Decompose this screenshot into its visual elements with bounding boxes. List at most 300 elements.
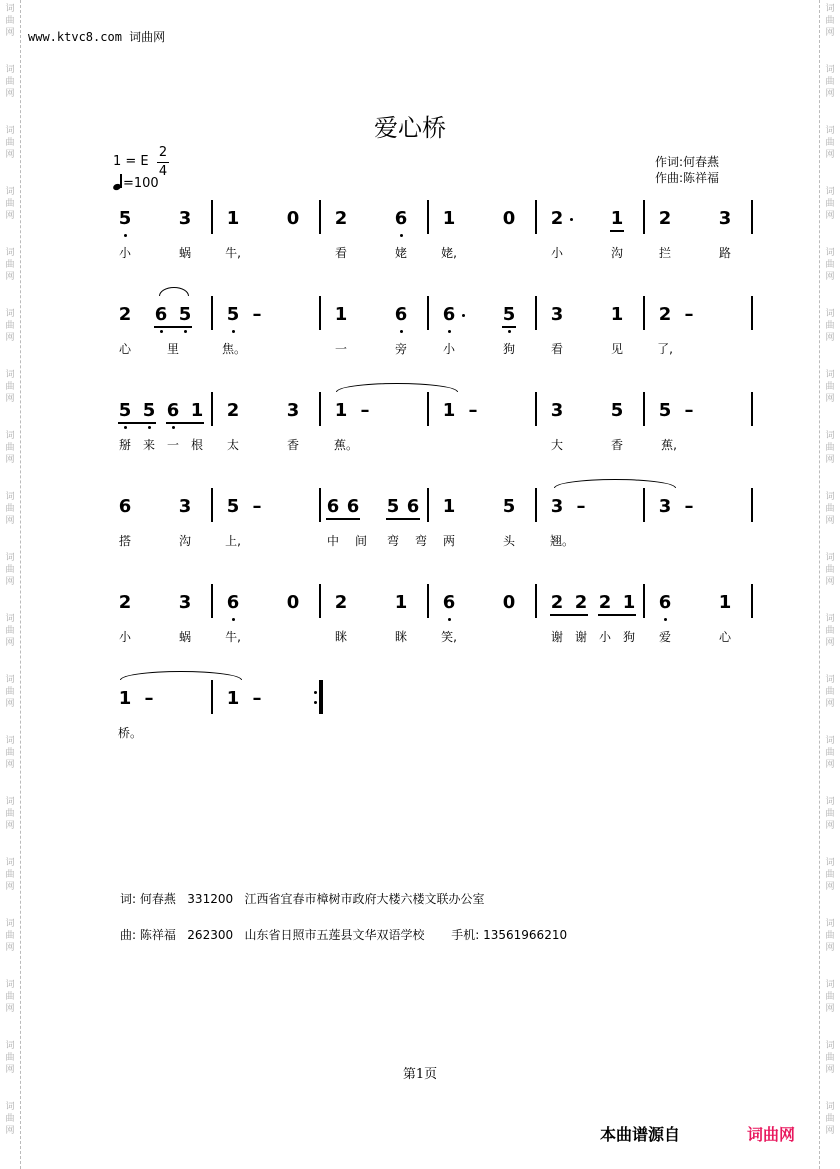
tempo-value: =100	[123, 176, 159, 191]
watermark-char: 曲	[825, 443, 835, 453]
lyric: 掰	[118, 438, 131, 452]
lyric: 沟	[610, 246, 623, 260]
note: 2	[334, 592, 348, 613]
lyric: 来	[142, 438, 155, 452]
watermark-char: 词	[5, 980, 15, 990]
watermark-char: 词	[825, 248, 835, 258]
barline	[427, 488, 429, 522]
watermark-char: 网	[5, 89, 15, 99]
watermark-char: 网	[825, 821, 835, 831]
watermark-char: 词	[825, 919, 835, 929]
lyric: 中	[326, 534, 339, 548]
watermark-char: 词	[825, 736, 835, 746]
watermark-char: 词	[825, 675, 835, 685]
underline	[502, 326, 516, 328]
watermark-char: 词	[825, 614, 835, 624]
low-octave-dot	[664, 618, 667, 621]
lyric: 狗	[502, 342, 515, 356]
barline	[643, 392, 645, 426]
barline	[751, 392, 753, 426]
lyric: 香	[610, 438, 623, 452]
watermark-char: 曲	[825, 504, 835, 514]
lyric: 两	[442, 534, 455, 548]
watermark-char: 网	[825, 89, 835, 99]
note: 1	[190, 400, 204, 421]
lyric: 弯	[414, 534, 427, 548]
low-octave-dot	[232, 330, 235, 333]
note: 5	[502, 496, 516, 517]
note: 5	[658, 400, 672, 421]
watermark-char: 词	[5, 553, 15, 563]
watermark-char: 网	[5, 150, 15, 160]
underline	[118, 422, 156, 424]
tie	[336, 383, 458, 392]
barline	[319, 488, 321, 522]
watermark-char: 曲	[5, 321, 15, 331]
lyric: 眯	[334, 630, 347, 644]
lyric: 看	[550, 342, 563, 356]
watermark-char: 曲	[825, 748, 835, 758]
watermark-char: 曲	[5, 687, 15, 697]
lyric: 姥,	[441, 246, 457, 260]
watermark-char: 网	[5, 394, 15, 404]
note: 6	[226, 592, 240, 613]
time-sig-top: 2	[158, 145, 168, 160]
watermark-char: 网	[825, 333, 835, 343]
watermark-char: 词	[5, 919, 15, 929]
note: 6	[442, 592, 456, 613]
dash: –	[252, 688, 262, 709]
lyric: 头	[502, 534, 515, 548]
lyric: 心	[118, 342, 131, 356]
watermark-char: 网	[5, 821, 15, 831]
watermark-char: 曲	[5, 138, 15, 148]
lyric: 了,	[657, 342, 673, 356]
watermark-char: 网	[5, 577, 15, 587]
barline	[535, 584, 537, 618]
watermark-char: 曲	[5, 809, 15, 819]
watermark-char: 曲	[825, 382, 835, 392]
lyric: 小	[550, 246, 563, 260]
dash: –	[144, 688, 154, 709]
low-octave-dot	[400, 234, 403, 237]
note: 1	[394, 592, 408, 613]
note: 5	[118, 400, 132, 421]
note: 6	[166, 400, 180, 421]
note: 0	[502, 208, 516, 229]
underline	[610, 230, 624, 232]
lyric: 翘。	[550, 534, 575, 548]
note: 2	[334, 208, 348, 229]
watermark-char: 网	[825, 638, 835, 648]
note: 5	[502, 304, 516, 325]
watermark-char: 词	[5, 492, 15, 502]
barline	[643, 296, 645, 330]
watermark-char: 词	[825, 492, 835, 502]
note: 3	[550, 400, 564, 421]
watermark-char: 词	[5, 126, 15, 136]
note: 6	[658, 592, 672, 613]
lyric: 大	[550, 438, 563, 452]
barline	[319, 584, 321, 618]
note: 2	[550, 208, 564, 229]
note: 1	[226, 208, 240, 229]
augmentation-dot	[462, 314, 465, 317]
watermark-char: 网	[825, 28, 835, 38]
dash: –	[252, 496, 262, 517]
watermark-char: 网	[825, 1004, 835, 1014]
site-header: www.ktvc8.com 词曲网	[28, 30, 166, 44]
watermark-char: 词	[5, 614, 15, 624]
watermark-char: 词	[825, 1041, 835, 1051]
underline	[154, 326, 192, 328]
barline	[643, 200, 645, 234]
note: 3	[550, 304, 564, 325]
lyric: 蕉,	[661, 438, 677, 452]
watermark-char: 词	[825, 4, 835, 14]
note: 3	[178, 208, 192, 229]
low-octave-dot	[508, 330, 511, 333]
lyric: 蜗	[178, 246, 191, 260]
watermark-char: 词	[825, 309, 835, 319]
watermark-char: 曲	[825, 1053, 835, 1063]
tie	[120, 671, 242, 680]
lyric: 见	[610, 342, 623, 356]
watermark-char: 曲	[5, 931, 15, 941]
dash: –	[684, 400, 694, 421]
note: 3	[178, 592, 192, 613]
note: 6	[394, 304, 408, 325]
watermark-char: 曲	[5, 260, 15, 270]
note: 1	[334, 400, 348, 421]
page-number: 第1页	[402, 1067, 438, 1082]
time-signature	[157, 145, 169, 180]
barline	[211, 680, 213, 714]
watermark-char: 曲	[825, 77, 835, 87]
note: 3	[178, 496, 192, 517]
composer-credit: 作曲:陈祥福	[655, 171, 720, 185]
lyric: 小	[598, 630, 611, 644]
key-signature: 1 = E	[113, 154, 149, 169]
watermark-char: 网	[825, 760, 835, 770]
underline	[386, 518, 420, 520]
note: 1	[610, 304, 624, 325]
watermark-char: 词	[5, 1102, 15, 1112]
note: 1	[442, 208, 456, 229]
barline	[751, 296, 753, 330]
source-site-link[interactable]: 词曲网	[747, 1125, 796, 1144]
low-octave-dot	[160, 330, 163, 333]
lyricist-info: 词: 何春燕 331200 江西省宜春市樟树市政府大楼六楼文联办公室	[120, 892, 485, 906]
low-octave-dot	[448, 618, 451, 621]
note: 1	[118, 688, 132, 709]
lyric: 姥	[394, 246, 407, 260]
slur	[159, 287, 189, 296]
lyric: 谢	[574, 630, 587, 644]
watermark-char: 曲	[825, 260, 835, 270]
barline	[751, 200, 753, 234]
source-label: 本曲谱源自	[600, 1125, 681, 1144]
watermark-char: 词	[825, 126, 835, 136]
lyric: 上,	[225, 534, 241, 548]
barline	[211, 296, 213, 330]
watermark-char: 曲	[5, 626, 15, 636]
lyric: 看	[334, 246, 347, 260]
watermark-char: 网	[5, 28, 15, 38]
watermark-char: 词	[825, 1102, 835, 1112]
watermark-char: 网	[825, 1065, 835, 1075]
watermark-char: 曲	[825, 870, 835, 880]
watermark-char: 词	[5, 65, 15, 75]
watermark-char: 词	[5, 736, 15, 746]
watermark-char: 网	[825, 150, 835, 160]
watermark-char: 曲	[5, 1114, 15, 1124]
watermark-char: 词	[5, 797, 15, 807]
lyric: 一	[166, 438, 179, 452]
lyric: 桥。	[118, 726, 143, 740]
note: 2	[550, 592, 564, 613]
watermark-char: 曲	[5, 382, 15, 392]
note: 1	[334, 304, 348, 325]
note: 5	[386, 496, 400, 517]
note: 2	[574, 592, 588, 613]
lyric: 根	[190, 438, 203, 452]
lyric: 牛,	[225, 246, 241, 260]
lyric: 拦	[658, 246, 671, 260]
watermark-char: 词	[5, 431, 15, 441]
note: 3	[550, 496, 564, 517]
underline	[166, 422, 204, 424]
note: 6	[346, 496, 360, 517]
note: 1	[226, 688, 240, 709]
note: 1	[622, 592, 636, 613]
low-octave-dot	[400, 330, 403, 333]
watermark-char: 网	[5, 272, 15, 282]
lyric: 笑,	[441, 630, 457, 644]
lyric: 小	[118, 630, 131, 644]
watermark-char: 词	[825, 370, 835, 380]
barline	[427, 392, 429, 426]
watermark-char: 网	[5, 1065, 15, 1075]
watermark-char: 网	[825, 577, 835, 587]
low-octave-dot	[172, 426, 175, 429]
watermark-char: 曲	[5, 992, 15, 1002]
lyric: 里	[166, 342, 179, 356]
lyric: 沟	[178, 534, 191, 548]
lyric: 小	[442, 342, 455, 356]
dash: –	[576, 496, 586, 517]
lyric: 弯	[386, 534, 399, 548]
barline	[211, 392, 213, 426]
watermark-char: 曲	[5, 504, 15, 514]
note: 2	[598, 592, 612, 613]
barline	[427, 584, 429, 618]
lyric: 焦。	[222, 342, 247, 356]
underline	[550, 614, 588, 616]
augmentation-dot	[570, 218, 573, 221]
final-barline	[320, 680, 323, 714]
note: 5	[178, 304, 192, 325]
watermark-char: 曲	[825, 626, 835, 636]
lyric: 旁	[394, 342, 407, 356]
note: 6	[394, 208, 408, 229]
watermark-char: 网	[825, 394, 835, 404]
lyric: 蜗	[178, 630, 191, 644]
note: 2	[118, 592, 132, 613]
watermark-char: 网	[5, 333, 15, 343]
watermark-char: 网	[825, 1126, 835, 1136]
watermark-char: 曲	[825, 809, 835, 819]
barline	[643, 488, 645, 522]
low-octave-dot	[184, 330, 187, 333]
dash: –	[684, 304, 694, 325]
time-sig-bottom: 4	[158, 164, 168, 179]
note: 5	[142, 400, 156, 421]
watermark-char: 曲	[5, 748, 15, 758]
watermark-char: 网	[825, 272, 835, 282]
lyric: 香	[286, 438, 299, 452]
watermark-char: 曲	[825, 321, 835, 331]
lyric: 小	[118, 246, 131, 260]
low-octave-dot	[232, 618, 235, 621]
watermark-char: 词	[5, 4, 15, 14]
note: 6	[154, 304, 168, 325]
dash: –	[468, 400, 478, 421]
lyric: 路	[718, 246, 731, 260]
note: 3	[658, 496, 672, 517]
watermark-char: 词	[5, 675, 15, 685]
lyric: 狗	[622, 630, 635, 644]
watermark-char: 网	[5, 760, 15, 770]
watermark-char: 词	[825, 553, 835, 563]
watermark-char: 曲	[5, 199, 15, 209]
watermark-char: 词	[5, 187, 15, 197]
note: 6	[406, 496, 420, 517]
note: 5	[118, 208, 132, 229]
lyric: 一	[334, 342, 347, 356]
underline	[326, 518, 360, 520]
repeat-dot	[314, 691, 317, 694]
watermark-char: 词	[825, 980, 835, 990]
barline	[427, 296, 429, 330]
watermark-char: 曲	[825, 16, 835, 26]
watermark-char: 词	[825, 65, 835, 75]
watermark-char: 曲	[825, 992, 835, 1002]
note: 2	[118, 304, 132, 325]
low-octave-dot	[448, 330, 451, 333]
lyric: 牛,	[225, 630, 241, 644]
lyric: 搭	[118, 534, 131, 548]
dash: –	[252, 304, 262, 325]
composer-info: 曲: 陈祥福 262300 山东省日照市五莲县文华双语学校 手机: 13561966210	[120, 928, 568, 942]
note: 1	[718, 592, 732, 613]
barline	[535, 296, 537, 330]
dash: –	[360, 400, 370, 421]
watermark-char: 网	[5, 699, 15, 709]
barline	[319, 392, 321, 426]
watermark-char: 曲	[5, 16, 15, 26]
quarter-note-icon	[113, 174, 123, 190]
watermark-char: 网	[825, 943, 835, 953]
barline	[319, 200, 321, 234]
lyric: 间	[354, 534, 367, 548]
barline	[211, 200, 213, 234]
watermark-char: 曲	[825, 931, 835, 941]
lyricist-credit: 作词:何春燕	[655, 155, 720, 169]
song-title: 爱心桥	[374, 114, 446, 142]
barline	[427, 200, 429, 234]
low-octave-dot	[124, 426, 127, 429]
note: 5	[226, 496, 240, 517]
tie	[554, 479, 676, 488]
note: 0	[286, 208, 300, 229]
lyric: 谢	[550, 630, 563, 644]
watermark-char: 词	[5, 370, 15, 380]
watermark-char: 词	[5, 858, 15, 868]
barline	[751, 488, 753, 522]
watermark-char: 网	[825, 455, 835, 465]
note: 2	[226, 400, 240, 421]
watermark-char: 网	[5, 516, 15, 526]
watermark-char: 网	[5, 211, 15, 221]
lyric: 眯	[394, 630, 407, 644]
barline	[211, 488, 213, 522]
watermark-char: 网	[825, 516, 835, 526]
watermark-char: 网	[5, 1126, 15, 1136]
lyric: 爱	[658, 630, 671, 644]
watermark-char: 词	[5, 248, 15, 258]
barline	[643, 584, 645, 618]
barline	[535, 488, 537, 522]
watermark-char: 曲	[825, 199, 835, 209]
barline	[319, 296, 321, 330]
barline	[535, 200, 537, 234]
note: 6	[442, 304, 456, 325]
watermark-char: 曲	[825, 687, 835, 697]
watermark-char: 网	[5, 943, 15, 953]
watermark-char: 网	[825, 882, 835, 892]
tempo-mark	[113, 174, 159, 191]
lyric: 太	[226, 438, 239, 452]
repeat-dot	[314, 701, 317, 704]
note: 6	[326, 496, 340, 517]
note: 0	[286, 592, 300, 613]
note: 1	[442, 496, 456, 517]
watermark-char: 网	[5, 882, 15, 892]
low-octave-dot	[148, 426, 151, 429]
barline	[751, 584, 753, 618]
note: 5	[610, 400, 624, 421]
watermark-char: 词	[825, 797, 835, 807]
watermark-char: 网	[825, 211, 835, 221]
watermark-char: 网	[5, 638, 15, 648]
lyric: 蕉。	[334, 438, 359, 452]
note: 2	[658, 208, 672, 229]
watermark-char: 词	[825, 187, 835, 197]
watermark-char: 曲	[5, 443, 15, 453]
note: 5	[226, 304, 240, 325]
watermark-char: 曲	[825, 565, 835, 575]
dash: –	[684, 496, 694, 517]
time-sig-line	[157, 162, 169, 163]
low-octave-dot	[124, 234, 127, 237]
note: 6	[118, 496, 132, 517]
watermark-char: 曲	[5, 1053, 15, 1063]
watermark-char: 网	[825, 699, 835, 709]
watermark-char: 词	[5, 309, 15, 319]
watermark-char: 曲	[5, 77, 15, 87]
watermark-char: 网	[5, 455, 15, 465]
